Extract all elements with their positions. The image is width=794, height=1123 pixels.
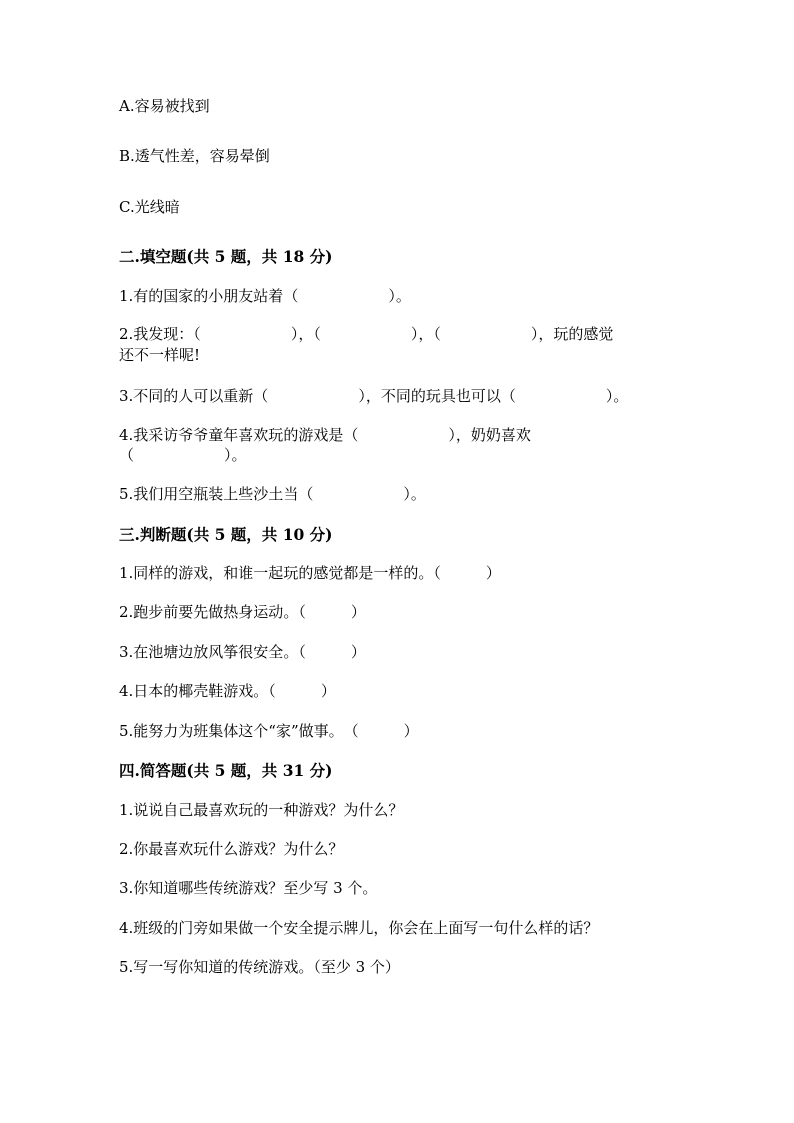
- option-b: B.透气性差，容易晕倒: [119, 147, 270, 165]
- fill-blank-question-4: 4.我采访爷爷童年喜欢玩的游戏是（ ），奶奶喜欢: [119, 426, 531, 444]
- option-c: C.光线暗: [119, 198, 180, 216]
- true-false-question-2: 2.跑步前要先做热身运动。（ ）: [119, 603, 366, 621]
- fill-blank-question-4-continued: （ ）。: [119, 446, 247, 464]
- fill-blank-question-5: 5.我们用空瓶装上些沙土当（ ）。: [119, 485, 426, 503]
- option-a: A.容易被找到: [119, 97, 210, 115]
- section-heading-fill-blank: 二.填空题(共 5 题，共 18 分): [119, 247, 333, 266]
- section-heading-true-false: 三.判断题(共 5 题，共 10 分): [119, 525, 333, 544]
- short-answer-question-4: 4.班级的门旁如果做一个安全提示牌儿，你会在上面写一句什么样的话？: [119, 919, 599, 937]
- true-false-question-3: 3.在池塘边放风筝很安全。（ ）: [119, 643, 366, 661]
- true-false-question-1: 1.同样的游戏，和谁一起玩的感觉都是一样的。（ ）: [119, 564, 501, 582]
- short-answer-question-5: 5.写一写你知道的传统游戏。（至少 3 个）: [119, 958, 400, 976]
- short-answer-question-1: 1.说说自己最喜欢玩的一种游戏？为什么？: [119, 801, 404, 819]
- true-false-question-4: 4.日本的椰壳鞋游戏。（ ）: [119, 682, 336, 700]
- fill-blank-question-2-continued: 还不一样呢!: [119, 346, 201, 364]
- fill-blank-question-2: 2.我发现：（ ），（ ），（ ），玩的感觉: [119, 325, 614, 343]
- short-answer-question-2: 2.你最喜欢玩什么游戏？为什么？: [119, 840, 344, 858]
- true-false-question-5: 5.能努力为班集体这个“家”做事。 （ ）: [119, 722, 419, 740]
- fill-blank-question-1: 1.有的国家的小朋友站着（ ）。: [119, 287, 411, 305]
- section-heading-short-answer: 四.简答题(共 5 题，共 31 分): [119, 761, 333, 780]
- fill-blank-question-3: 3.不同的人可以重新（ ），不同的玩具也可以（ ）。: [119, 387, 629, 405]
- short-answer-question-3: 3.你知道哪些传统游戏？至少写 3 个。: [119, 879, 378, 897]
